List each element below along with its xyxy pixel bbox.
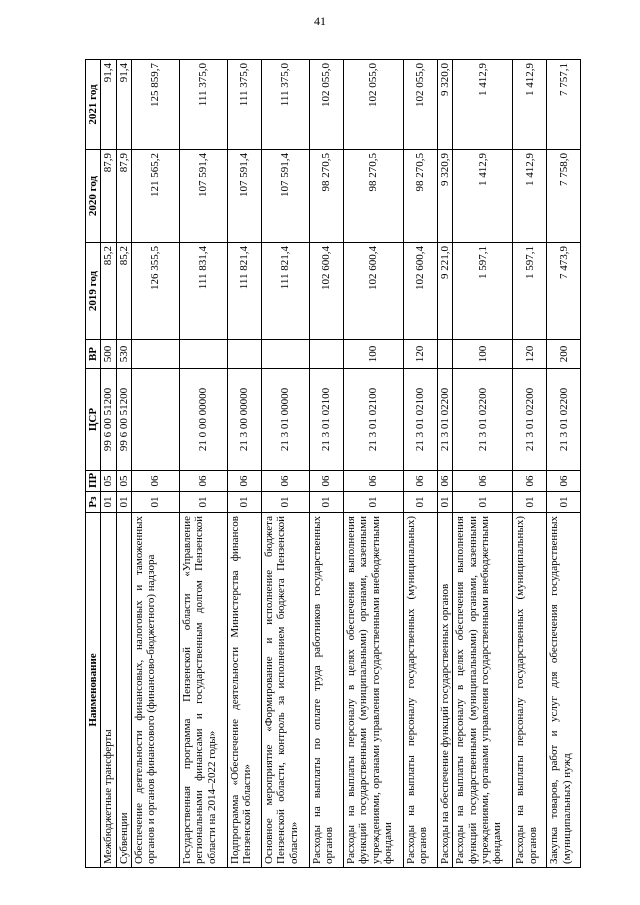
table-row (116, 60, 131, 868)
header-csr: ЦСР (86, 369, 101, 471)
cell-name: Обеспечение деятельности финансовых, налоговых и таможенных органов и органов финансового (финансово-бюджетного) надзора (131, 513, 179, 868)
cell-csr: 21 3 01 02100 (309, 369, 343, 471)
cell-name: Межбюджетные трансферты (101, 513, 116, 868)
cell-2021: 102 055,0 (403, 60, 437, 150)
cell-name: Расходы на выплаты персоналу государственных (муниципальных) органов (513, 513, 547, 868)
header-2021: 2021 год (86, 60, 101, 150)
cell-2019: 111 821,4 (227, 243, 261, 340)
cell-2020: 98 270,5 (403, 150, 437, 243)
cell-csr: 21 3 01 02200 (547, 369, 581, 471)
cell-rz: 01 (547, 492, 581, 513)
table-body (101, 60, 581, 868)
cell-2019: 126 355,5 (131, 243, 179, 340)
cell-2020: 107 591,4 (261, 150, 309, 243)
table-row (309, 60, 343, 868)
table-row (101, 60, 116, 868)
header-vr: ВР (86, 340, 101, 369)
cell-csr: 21 3 00 00000 (227, 369, 261, 471)
cell-vr (131, 340, 179, 369)
cell-vr (437, 340, 452, 369)
cell-vr: 200 (547, 340, 581, 369)
cell-2020: 7 758,0 (547, 150, 581, 243)
cell-rz: 01 (309, 492, 343, 513)
cell-2019: 111 831,4 (179, 243, 227, 340)
cell-2020: 98 270,5 (309, 150, 343, 243)
cell-vr: 530 (116, 340, 131, 369)
table-row (131, 60, 179, 868)
cell-pr: 05 (116, 471, 131, 492)
cell-2019: 1 597,1 (453, 243, 513, 340)
cell-2019: 1 597,1 (513, 243, 547, 340)
rotated-table-container (85, 60, 573, 868)
cell-rz: 01 (453, 492, 513, 513)
cell-2021: 102 055,0 (343, 60, 403, 150)
cell-rz: 01 (179, 492, 227, 513)
table-row (437, 60, 452, 868)
cell-name: Основное мероприятие «Формирование и исполнение бюджета Пензенской области, контроль за исполнением бюджета Пензенской области» (261, 513, 309, 868)
cell-2021: 7 757,1 (547, 60, 581, 150)
cell-name: Расходы на выплаты персоналу в целях обеспечения выполнения функций государственными (муниципальными) органами, казенными учреждениями, органами управления государственными внебюджетными фондами (343, 513, 403, 868)
table-row (261, 60, 309, 868)
cell-pr: 06 (309, 471, 343, 492)
page-number: 41 (314, 14, 326, 28)
cell-2020: 87,9 (116, 150, 131, 243)
cell-vr: 500 (101, 340, 116, 369)
cell-2021: 111 375,0 (179, 60, 227, 150)
table-row (227, 60, 261, 868)
cell-2019: 102 600,4 (403, 243, 437, 340)
cell-2020: 87,9 (101, 150, 116, 243)
cell-2020: 9 320,9 (437, 150, 452, 243)
cell-csr: 21 3 01 02200 (437, 369, 452, 471)
cell-name: Расходы на выплаты персоналу государственных (муниципальных) органов (403, 513, 437, 868)
cell-2020: 121 565,2 (131, 150, 179, 243)
table-row (343, 60, 403, 868)
cell-pr: 06 (227, 471, 261, 492)
cell-csr: 21 3 01 02200 (453, 369, 513, 471)
header-name: Наименование (86, 513, 101, 868)
cell-2021: 9 320,0 (437, 60, 452, 150)
cell-csr (131, 369, 179, 471)
table-row (453, 60, 513, 868)
cell-2020: 107 591,4 (227, 150, 261, 243)
cell-pr: 06 (343, 471, 403, 492)
cell-csr: 21 0 00 00000 (179, 369, 227, 471)
cell-pr: 06 (131, 471, 179, 492)
cell-name: Закупка товаров, работ и услуг для обеспечения государственных (муниципальных) нужд (547, 513, 581, 868)
cell-name: Расходы на выплаты по оплате труда работников государственных органов (309, 513, 343, 868)
cell-csr: 21 3 01 02100 (343, 369, 403, 471)
cell-name: Расходы на обеспечение функций государственных органов (437, 513, 452, 868)
cell-rz: 01 (227, 492, 261, 513)
cell-2021: 91,4 (116, 60, 131, 150)
cell-name: Подпрограмма «Обеспечение деятельности Министерства финансов Пензенской области» (227, 513, 261, 868)
cell-pr: 06 (513, 471, 547, 492)
cell-csr: 21 3 01 02100 (403, 369, 437, 471)
cell-pr: 06 (403, 471, 437, 492)
cell-2020: 1 412,9 (513, 150, 547, 243)
cell-csr: 21 3 01 02200 (513, 369, 547, 471)
cell-2019: 9 221,0 (437, 243, 452, 340)
cell-name: Субвенции (116, 513, 131, 868)
table-row (403, 60, 437, 868)
table-header-row (86, 60, 101, 868)
header-pr: ПР (86, 471, 101, 492)
cell-2019: 102 600,4 (309, 243, 343, 340)
cell-2021: 111 375,0 (227, 60, 261, 150)
cell-pr: 06 (453, 471, 513, 492)
header-2020: 2020 год (86, 150, 101, 243)
cell-csr: 99 6 00 51200 (116, 369, 131, 471)
cell-2020: 107 591,4 (179, 150, 227, 243)
cell-vr (309, 340, 343, 369)
cell-rz: 01 (403, 492, 437, 513)
cell-2020: 1 412,9 (453, 150, 513, 243)
cell-rz: 01 (131, 492, 179, 513)
cell-2019: 102 600,4 (343, 243, 403, 340)
cell-rz: 01 (343, 492, 403, 513)
cell-name: Государственная программа Пензенской области «Управление региональными финансами и государственным долгом Пензенской области на 2014–2022 годы» (179, 513, 227, 868)
cell-pr: 06 (261, 471, 309, 492)
cell-2020: 98 270,5 (343, 150, 403, 243)
cell-2021: 111 375,0 (261, 60, 309, 150)
cell-vr: 100 (453, 340, 513, 369)
header-rz: Рз (86, 492, 101, 513)
table-row (179, 60, 227, 868)
cell-vr: 120 (403, 340, 437, 369)
cell-vr: 120 (513, 340, 547, 369)
table-row (513, 60, 547, 868)
cell-vr (261, 340, 309, 369)
cell-pr: 06 (547, 471, 581, 492)
cell-2021: 125 859,7 (131, 60, 179, 150)
table-row (547, 60, 581, 868)
cell-2019: 111 821,4 (261, 243, 309, 340)
cell-vr: 100 (343, 340, 403, 369)
cell-pr: 06 (179, 471, 227, 492)
header-2019: 2019 год (86, 243, 101, 340)
cell-pr: 06 (437, 471, 452, 492)
cell-rz: 01 (116, 492, 131, 513)
cell-2021: 91,4 (101, 60, 116, 150)
cell-2021: 1 412,9 (453, 60, 513, 150)
cell-2019: 85,2 (101, 243, 116, 340)
budget-table (85, 59, 581, 868)
cell-name: Расходы на выплаты персоналу в целях обеспечения выполнения функций государственными (муниципальными) органами, казенными учреждениями, органами управления государственными внебюджетными фондами (453, 513, 513, 868)
cell-csr: 21 3 01 00000 (261, 369, 309, 471)
cell-2019: 85,2 (116, 243, 131, 340)
cell-2021: 1 412,9 (513, 60, 547, 150)
cell-rz: 01 (261, 492, 309, 513)
cell-2019: 7 473,9 (547, 243, 581, 340)
cell-vr (179, 340, 227, 369)
cell-rz: 01 (101, 492, 116, 513)
cell-rz: 01 (513, 492, 547, 513)
cell-csr: 99 6 00 51200 (101, 369, 116, 471)
cell-pr: 05 (101, 471, 116, 492)
cell-vr (227, 340, 261, 369)
cell-rz: 01 (437, 492, 452, 513)
cell-2021: 102 055,0 (309, 60, 343, 150)
